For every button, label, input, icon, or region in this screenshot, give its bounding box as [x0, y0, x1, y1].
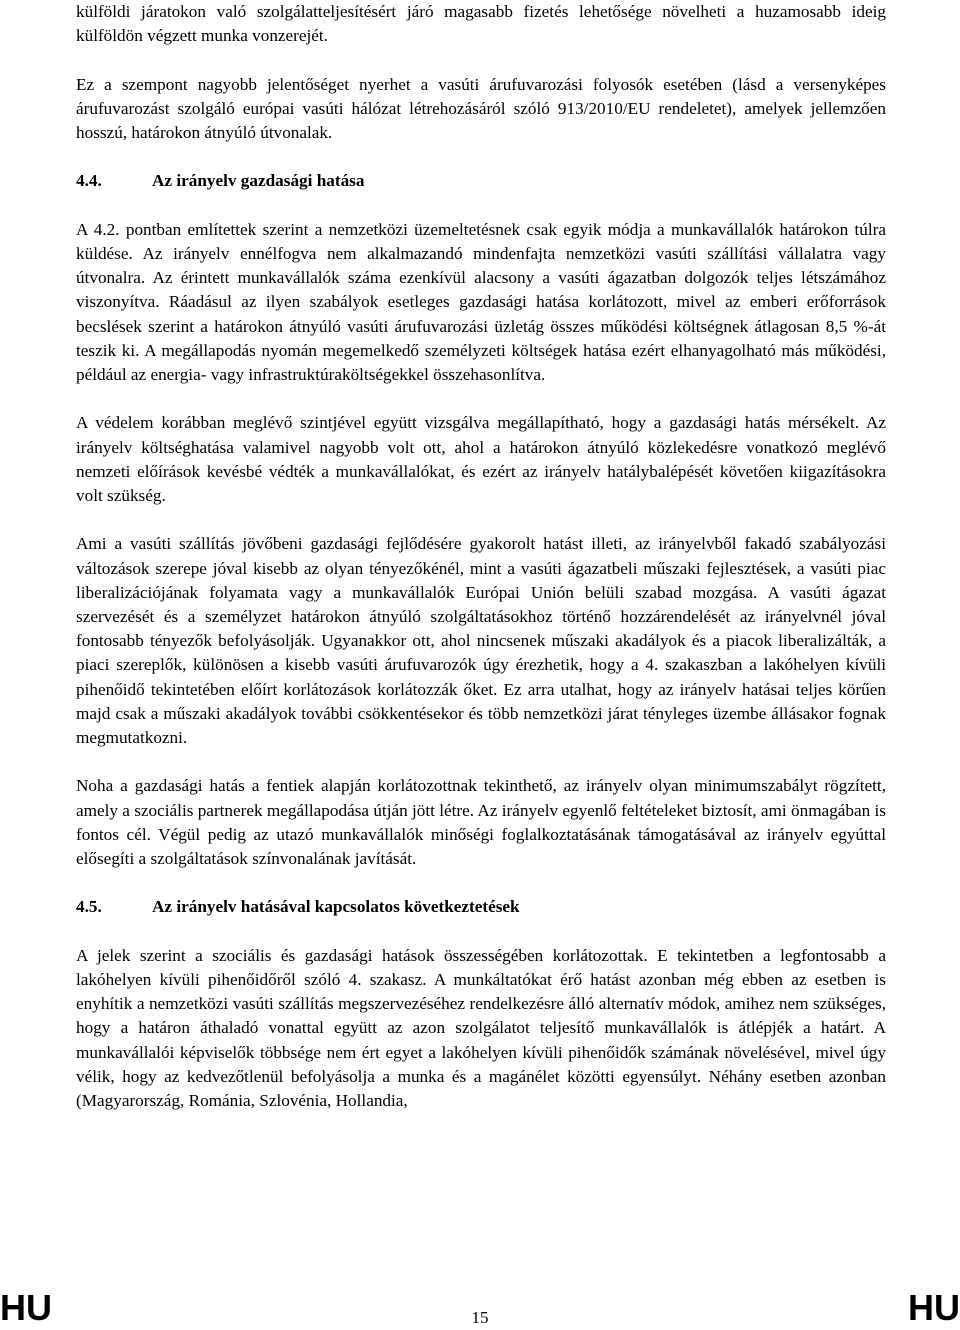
language-code-right: HU [908, 1287, 960, 1328]
paragraph-protection-level: A védelem korábban meglévő szintjével együtt vizsgálva megállapítható, hogy a gazdasági hatás mérsékelt. Az irányelv költséghatása valamivel nagyobb volt ott, ahol a határokon átnyúló közlekedésre vonatkozó meglévő nemzeti előírások kevésbé védték a munkavállalókat, és ezért az irányelv hatálybalépését követően kiigazításokra volt szükség. [76, 413, 886, 505]
section-title: Az irányelv hatásával kapcsolatos következtetések [152, 897, 520, 917]
paragraph-future-development: Ami a vasúti szállítás jövőbeni gazdasági fejlődésére gyakorolt hatást illeti, az irányelvből fakadó szabályozási változások szerepe jóval kisebb az olyan tényezőkénél, mint a vasúti ágazatbeli műszaki fejlesztések, a vasúti piac liberalizációjának folyamata vagy a munkavállalók Európai Unión belüli szabad mozgása. A vasúti ágazat szervezését és a személyzet határokon átnyúló szolgáltatásokhoz történő hozzárendelését az irányelvnél jóval fontosabb tényezők befolyásolják. Ugyanakkor ott, ahol nincsenek műszaki akadályok és a piacok liberalizálták, a piaci szereplők, különösen a kisebb vasúti árufuvarozók úgy érezhetik, hogy a 4. szakaszban a lakóhelyen kívüli pihenőidő tekintetében előírt korlátozások korlátozzák őket. Ez arra utalhat, hogy az irányelv hatásai teljes körűen majd csak a műszaki akadályok további csökkentésekor és több nemzetközi járat tényleges üzembe állásakor fognak megmutatkozni. [76, 534, 886, 748]
document-page [76, 0, 886, 1113]
paragraph-minimum-rule: Noha a gazdasági hatás a fentiek alapján korlátozottnak tekinthető, az irányelv olyan minimumszabályt rögzített, amely a szociális partnerek megállapodása útján jött létre. Az irányelv egyenlő feltételeket biztosít, ami önmagában is fontos cél. Végül pedig az utazó munkavállalók minőségi foglalkoztatásának támogatásával az irányelv egyúttal elősegíti a szolgáltatások színvonalának javítását. [76, 776, 886, 869]
paragraph-conclusions: A jelek szerint a szociális és gazdasági hatások összességében korlátozottak. E tekintetben a legfontosabb a lakóhelyen kívüli pihenőidőről szóló 4. szakasz. A munkáltatókat érő hatást azonban még ebben az esetben is enyhítik a nemzetközi vasúti szállítás megszervezéséhez rendelkezésre álló alternatív módok, amihez nem szükséges, hogy a határon áthaladó vonattal együtt az azon szolgálatot teljesítő munkavállalók is átlépjék a határt. A munkavállalói képviselők többsége nem ért egyet a lakóhelyen kívüli pihenőidők számának növelésével, mivel úgy vélik, hogy az kedvezőtlenül befolyásolja a munka és a magánélet közötti egyensúlyt. Néhány esetben azonban (Magyarország, Románia, Szlovénia, Hollandia, [76, 945, 886, 1111]
paragraph-economic-impact: A 4.2. pontban említettek szerint a nemzetközi üzemeltetésnek csak egyik módja a munkavállalók határokon túlra küldése. Az irányelv ennélfogva nem alkalmazandó mindenfajta nemzetközi vasúti szállítási vállalatra vagy útvonalra. Az érintett munkavállalók száma ezenkívül alacsony a vasúti ágazatban dolgozók teljes létszámához viszonyítva. Ráadásul az ilyen szabályok esetleges gazdasági hatása korlátozott, mivel az emberi erőforrások becslések szerint a határokon átnyúló vasúti árufuvarozási üzletág összes működési költségnek átlagosan 8,5 %-át teszik ki. A megállapodás nyomán megemelkedő személyzeti költségek hatása ezért elhanyagolható más működési, például az energia- vagy infrastruktúraköltségekkel összehasonlítva. [76, 219, 886, 384]
section-number: 4.5. [76, 897, 102, 917]
section-heading-4-5 [76, 895, 886, 919]
paragraph-freight-corridors: Ez a szempont nagyobb jelentőséget nyerhet a vasúti árufuvarozási folyosók esetében (lásd a versenyképes árufuvarozást szolgáló európai vasúti hálózat létrehozásáról szóló 913/2010/EU rendeletet), amelyek jellemzően hosszú, határokon átnyúló útvonalak. [76, 74, 886, 142]
language-code-left: HU [0, 1287, 52, 1328]
page-number: 15 [471, 1308, 489, 1327]
section-number: 4.4. [76, 171, 102, 191]
paragraph-continuation: külföldi járatokon való szolgálatteljesítésért járó magasabb fizetés lehetősége növelheti a huzamosabb ideig külföldön végzett munka vonzerejét. [76, 2, 886, 46]
section-title: Az irányelv gazdasági hatása [152, 171, 365, 191]
section-heading-4-4 [76, 169, 886, 193]
